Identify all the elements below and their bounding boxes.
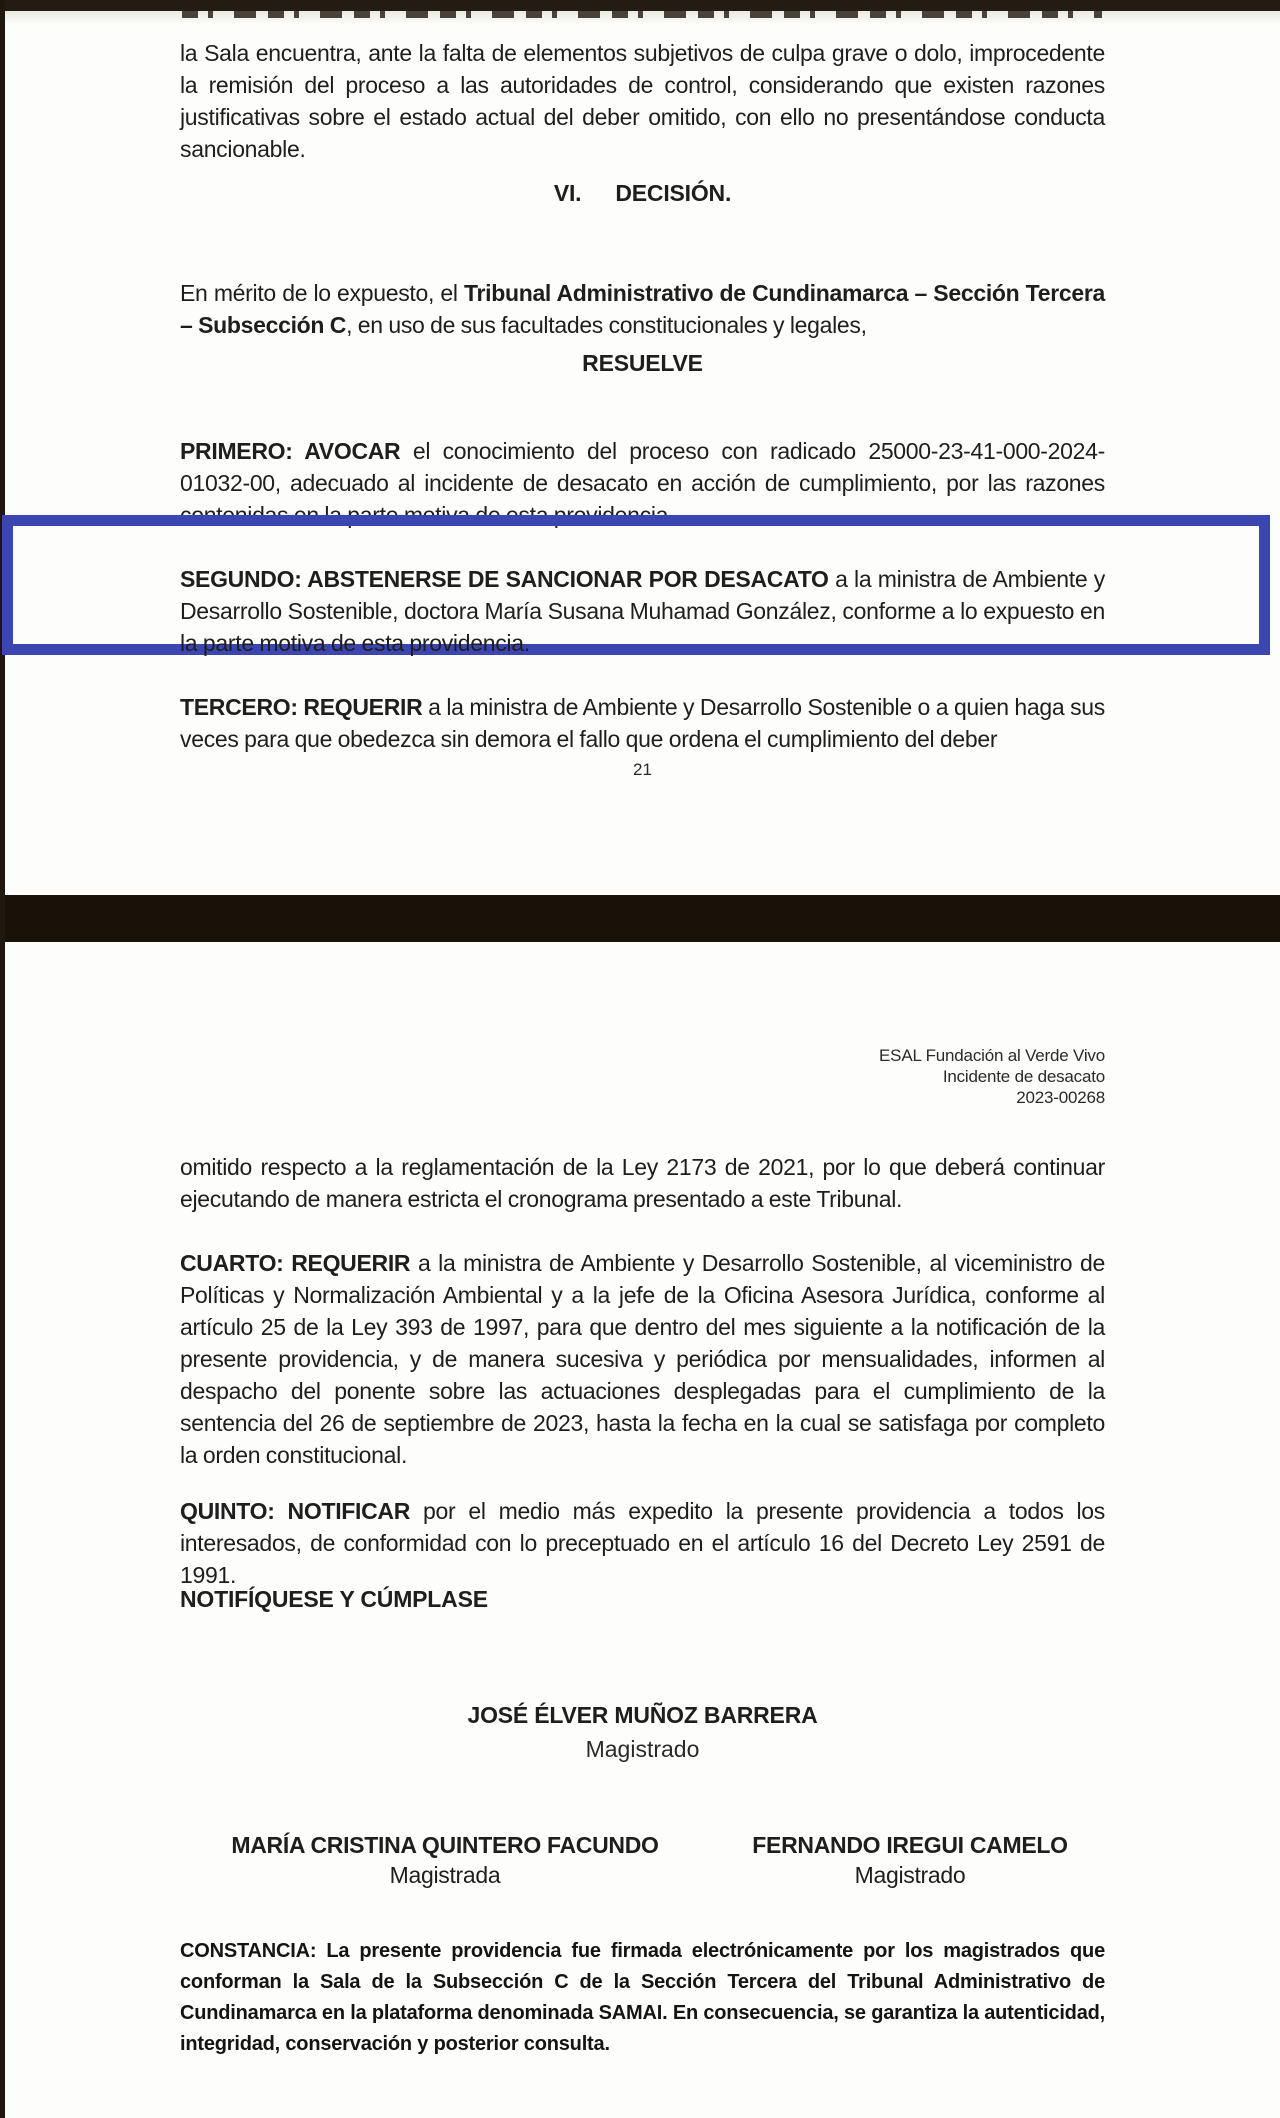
section-heading-decision (180, 180, 1105, 207)
constancia-paragraph: CONSTANCIA: La presente providencia fue firmada electrónicamente por los magistrados que conforman la Sala de la Subsección C de la Sección Tercera del Tribunal Administrativo de Cundinamarca en la plataforma denominada SAMAI. En consecuencia, se garantiza la autenticidad, integridad, conservación y posterior consulta. (180, 1940, 1105, 2055)
top-dark-bar (0, 0, 1280, 11)
resuelve-heading: RESUELVE (582, 350, 703, 376)
segundo-text: a la ministra de Ambiente y Desarrollo Sostenible, doctora María Susana Muhamad González, conforme a lo expuesto en la parte motiva de esta providencia. (180, 566, 1105, 656)
signature-right-role: Magistrado (854, 1862, 966, 1888)
paragraph-segundo (180, 563, 1105, 659)
clipped-text-remnant (182, 11, 1102, 18)
paragraph-cuarto (180, 1247, 1105, 1471)
quinto-text: por el medio más expedito la presente providencia a todos los interesados, de conformidad con lo preceptuado en el artículo 16 del Decreto Ley 2591 de 1991. (180, 1498, 1105, 1588)
signature-left-role: Magistrada (389, 1862, 501, 1888)
paragraph-intro (180, 37, 1105, 165)
heading-title: DECISIÓN. (615, 180, 732, 206)
page-number: 21 (633, 760, 652, 779)
signature-main-role: Magistrado (585, 1736, 700, 1762)
left-dark-border (0, 0, 5, 2118)
signature-main-name: JOSÉ ÉLVER MUÑOZ BARRERA (467, 1702, 818, 1728)
notifiquese-heading: NOTIFÍQUESE Y CÚMPLASE (180, 1586, 488, 1612)
page-header-block (180, 1045, 1105, 1108)
segundo-label: SEGUNDO: ABSTENERSE DE SANCIONAR POR DESACATO (180, 566, 829, 592)
signature-left-name: MARÍA CRISTINA QUINTERO FACUNDO (231, 1832, 659, 1858)
signature-right (690, 1832, 1130, 1889)
tercero-text: a la ministra de Ambiente y Desarrollo Sostenible o a quien haga sus veces para que obedezca sin demora el fallo que ordena el cumplimiento del deber (180, 694, 1105, 752)
paragraph-quinto (180, 1495, 1105, 1591)
paragraph-tercero (180, 691, 1105, 755)
header-line-case-type: Incidente de desacato (942, 1067, 1105, 1086)
cuarto-label: CUARTO: REQUERIR (180, 1250, 411, 1276)
merito-post: , en uso de sus facultades constitucionales y legales, (346, 312, 867, 338)
cuarto-text: a la ministra de Ambiente y Desarrollo Sostenible, al viceministro de Políticas y Normalización Ambiental y a la jefe de la Oficina Asesora Jurídica, conforme al artículo 25 de la Ley 393 de 1997, para que dentro del mes siguiente a la notificación de la presente providencia, y de manera sucesiva y periódica por mensualidades, informen al despacho del ponente sobre las actuaciones desplegadas para el cumplimiento de la sentencia del 26 de septiembre de 2023, hasta la fecha en la cual se satisfaga por completo la orden constitucional. (180, 1250, 1105, 1468)
heading-number: VI. (553, 180, 582, 206)
paragraph-merito (180, 277, 1105, 341)
page-separator-band (0, 895, 1280, 942)
signature-left (180, 1832, 710, 1889)
tercero-label: TERCERO: REQUERIR (180, 694, 423, 720)
merito-tribunal-bold: Tribunal Administrativo de Cundinamarca – Sección Tercera – Subsección C (180, 280, 1105, 338)
header-line-case-number: 2023-00268 (1016, 1088, 1105, 1107)
primero-label: PRIMERO: AVOCAR (180, 438, 401, 464)
primero-text: el conocimiento del proceso con radicado 25000-23-41-000-2024-01032-00, adecuado al incidente de desacato en acción de cumplimiento, por las razones contenidas en la parte motiva de esta providencia. (180, 438, 1105, 528)
omitido-text: omitido respecto a la reglamentación de la Ley 2173 de 2021, por lo que deberá continuar ejecutando de manera estricta el cronograma presentado a este Tribunal. (180, 1154, 1105, 1212)
signature-right-name: FERNANDO IREGUI CAMELO (752, 1832, 1068, 1858)
merito-pre: En mérito de lo expuesto, el (180, 280, 464, 306)
paragraph-omitido (180, 1151, 1105, 1215)
header-line-entity: ESAL Fundación al Verde Vivo (879, 1046, 1105, 1065)
intro-text: la Sala encuentra, ante la falta de elementos subjetivos de culpa grave o dolo, improcedente la remisión del proceso a las autoridades de control, considerando que existen razones justificativas sobre el estado actual del deber omitido, con ello no presentándose conducta sancionable. (180, 40, 1105, 162)
quinto-label: QUINTO: NOTIFICAR (180, 1498, 411, 1524)
